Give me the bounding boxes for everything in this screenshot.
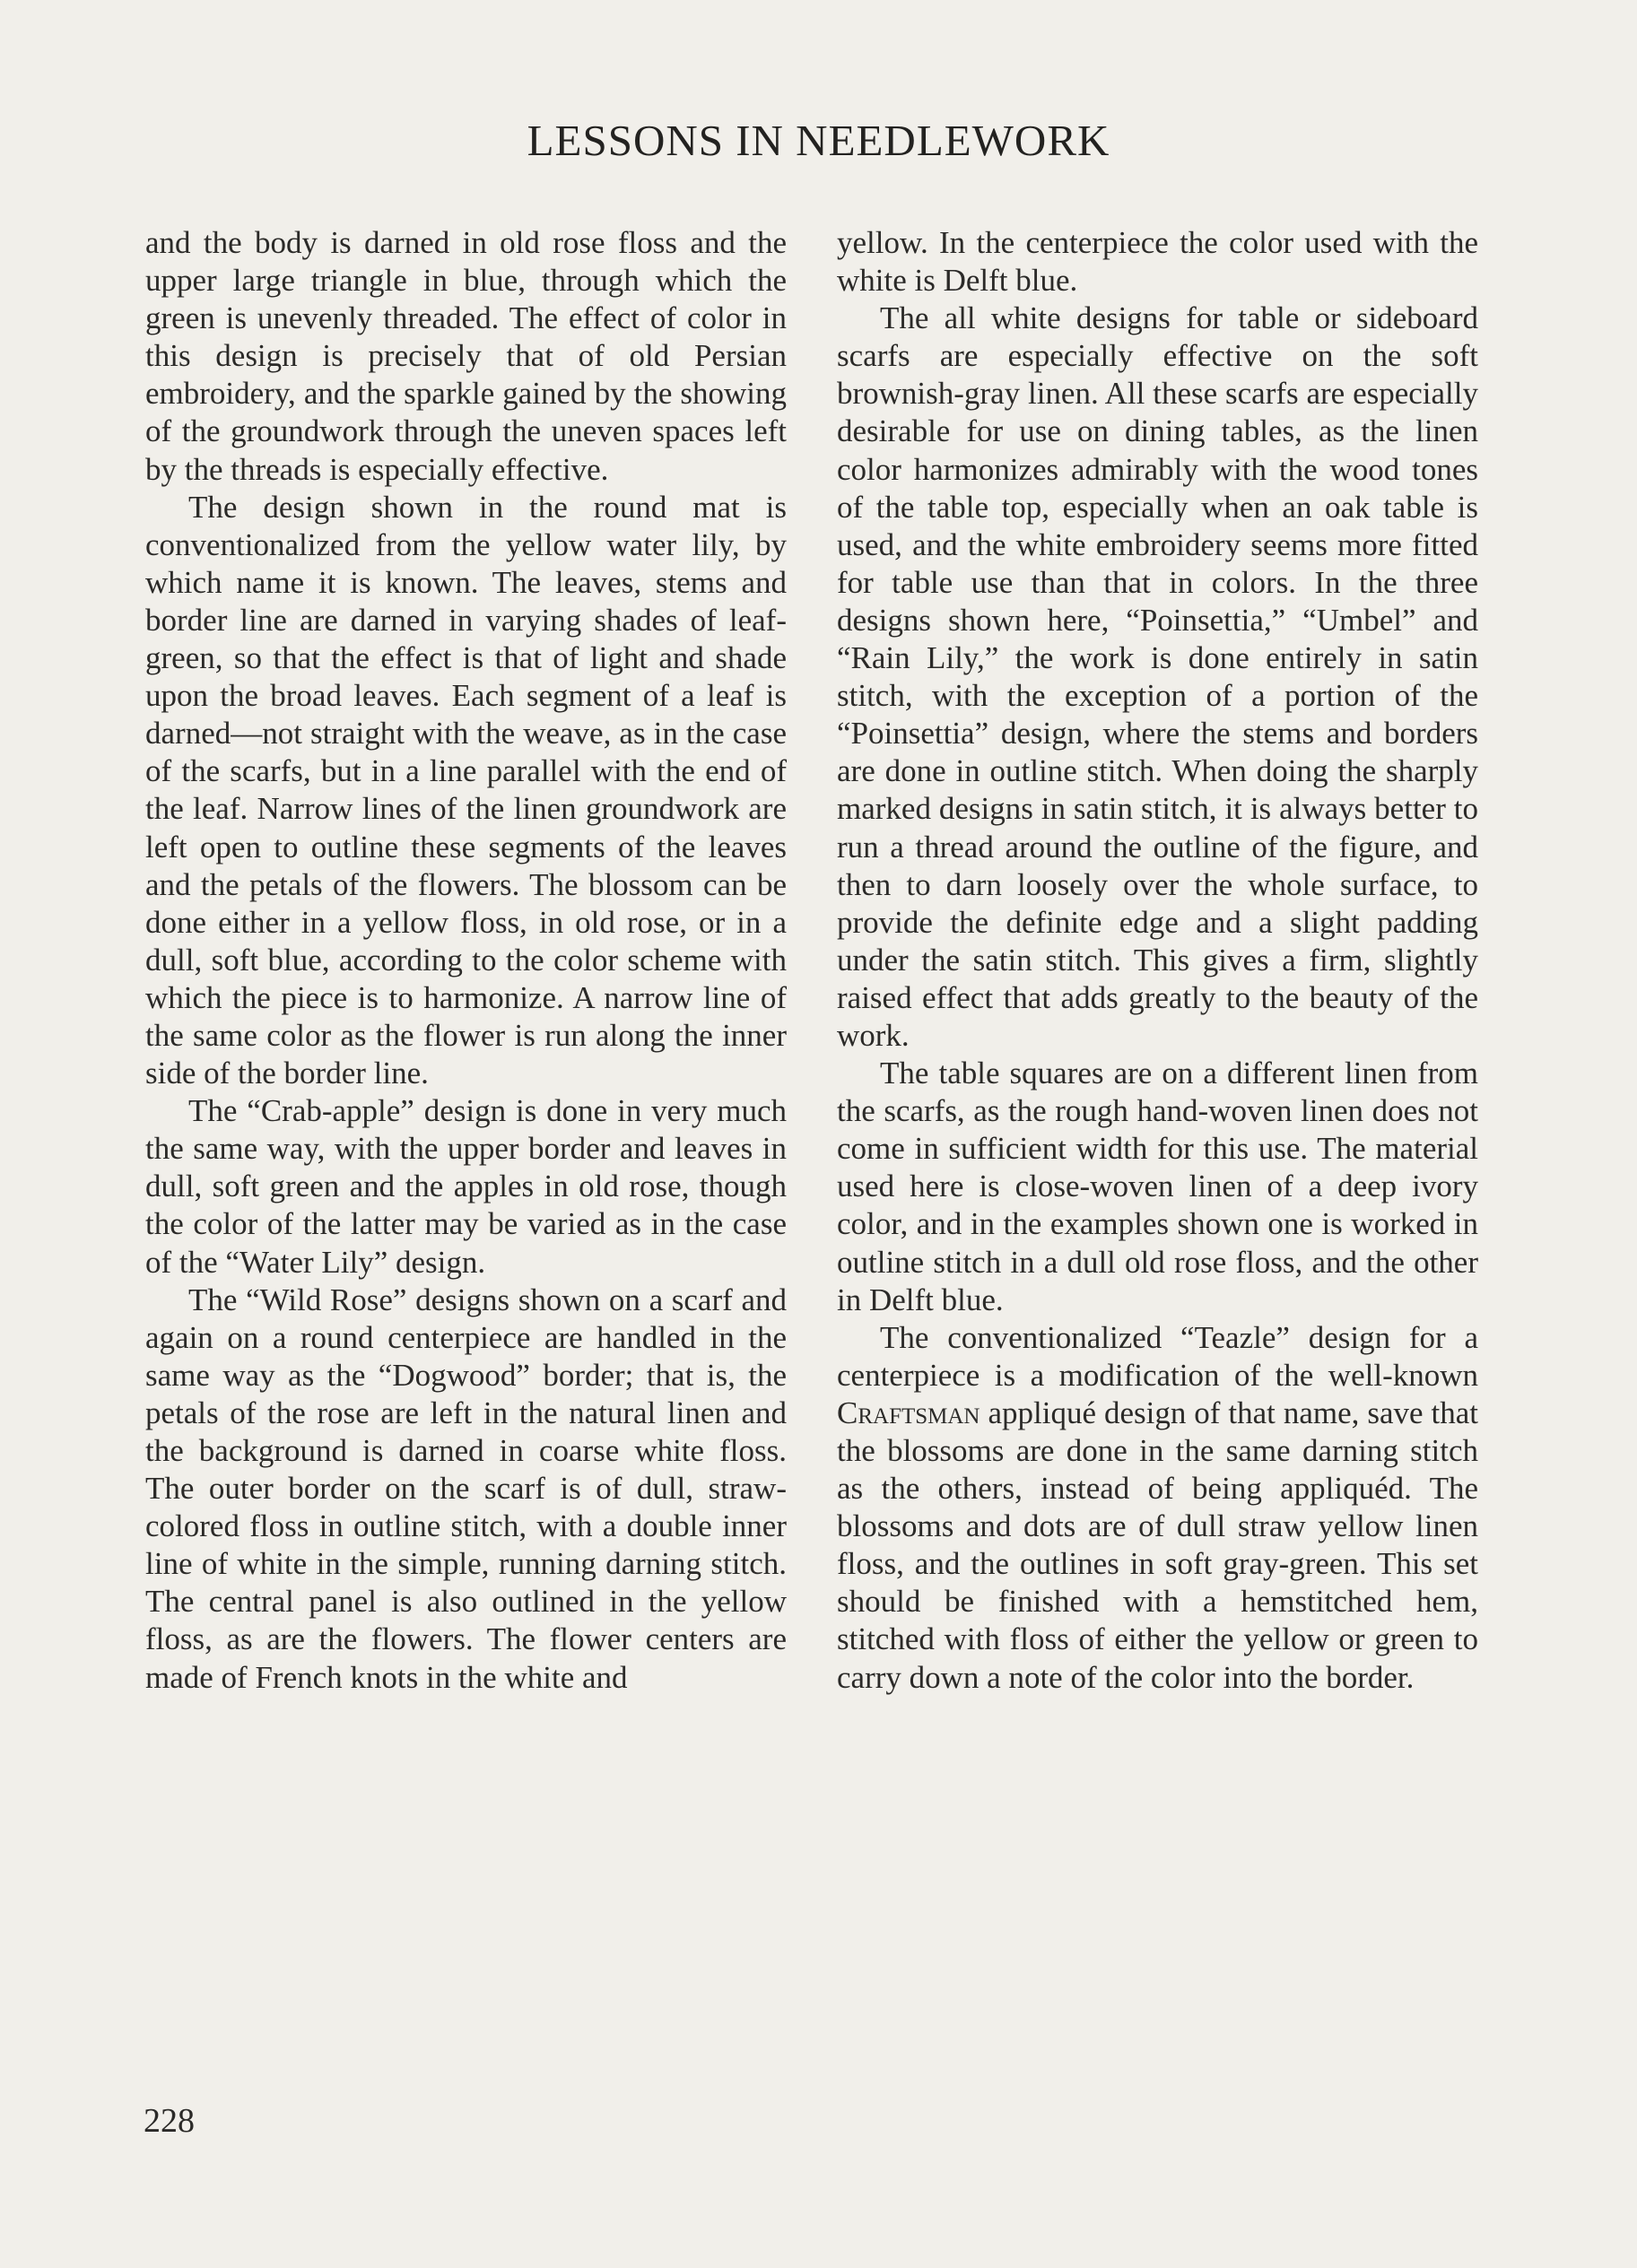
- paragraph-text: appliqué design of that name, save that the blossoms are done in the same darning stitch as the others, instead of being appliquéd. The blossoms and dots are of dull straw yellow linen floss, and the outlines in soft gray-green. This set should be finished with a hemstitched hem, stitched with floss of either the yellow or green to carry down a note of the color into the border.: [837, 1395, 1478, 1695]
- left-column: [145, 224, 787, 1697]
- running-head: LESSONS IN NEEDLEWORK: [527, 116, 1110, 165]
- paragraph: yellow. In the centerpiece the color used with the white is Delft blue.: [837, 225, 1478, 299]
- brand-name: Craftsman: [837, 1395, 980, 1430]
- paragraph: The “Wild Rose” designs shown on a scarf and again on a round centerpiece are handled in the same way as the “Dogwood” border; that is, the petals of the rose are left in the natural linen and the background is darned in coarse white floss. The outer border on the scarf is of dull, straw-colored floss in outline stitch, with a double inner line of white in the simple, running darning stitch. The central panel is also outlined in the yellow floss, as are the flowers. The flower centers are made of French knots in the white and: [145, 1282, 787, 1695]
- paragraph: The “Crab-apple” design is done in very much the same way, with the upper border and leaves in dull, soft green and the apples in old rose, though the color of the latter may be varied as in the case of the “Water Lily” design.: [145, 1093, 787, 1280]
- paragraph: The all white designs for table or sideboard scarfs are especially effective on the soft brownish-gray linen. All these scarfs are especially desirable for use on dining tables, as the linen color harmonizes admirably with the wood tones of the table top, especially when an oak table is used, and the white embroidery seems more fitted for table use than that in colors. In the three designs shown here, “Poinsettia,” “Umbel” and “Rain Lily,” the work is done entirely in satin stitch, with the exception of a portion of the “Poinsettia” design, where the stems and borders are done in outline stitch. When doing the sharply marked designs in satin stitch, it is always better to run a thread around the outline of the figure, and then to darn loosely over the whole surface, to provide the definite edge and a slight padding under the satin stitch. This gives a firm, slightly raised effect that adds greatly to the beauty of the work.: [837, 300, 1478, 1053]
- paragraph: [837, 1319, 1478, 1697]
- right-column: [837, 224, 1478, 1697]
- paragraph: and the body is darned in old rose floss and the upper large triangle in blue, through which the green is unevenly threaded. The effect of color in this design is precisely that of old Persian embroidery, and the sparkle gained by the showing of the groundwork through the uneven spaces left by the threads is especially effective.: [145, 225, 787, 487]
- paragraph: The design shown in the round mat is conventionalized from the yellow water lily, by which name it is known. The leaves, stems and border line are darned in varying shades of leaf-green, so that the effect is that of light and shade upon the broad leaves. Each segment of a leaf is darned—not straight with the weave, as in the case of the scarfs, but in a line parallel with the end of the leaf. Narrow lines of the linen groundwork are left open to outline these segments of the leaves and the petals of the flowers. The blossom can be done either in a yellow floss, in old rose, or in a dull, soft blue, according to the color scheme with which the piece is to harmonize. A narrow line of the same color as the flower is run along the inner side of the border line.: [145, 489, 787, 1091]
- paragraph: The table squares are on a different linen from the scarfs, as the rough hand-woven linen does not come in sufficient width for this use. The material used here is close-woven linen of a deep ivory color, and in the examples shown one is worked in outline stitch in a dull old rose floss, and the other in Delft blue.: [837, 1056, 1478, 1317]
- page-number: 228: [144, 2102, 195, 2140]
- paragraph-text: The conventionalized “Teazle” design for a centerpiece is a modification of the well-known: [837, 1319, 1478, 1393]
